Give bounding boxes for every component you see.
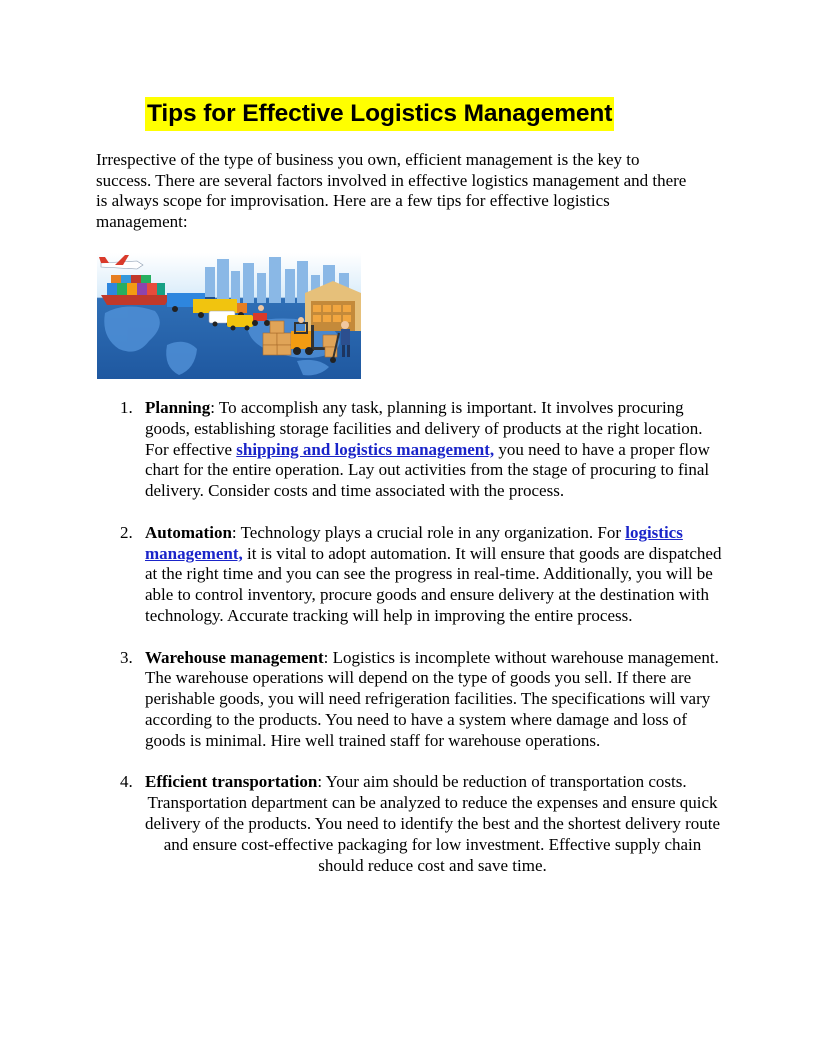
intro-paragraph: Irrespective of the type of business you own, efficient management is the key to success. There are several factors involved in effective logistics management and there is always scope for improvisation. Here are a few tips for effective logistics management: [96, 150, 687, 231]
tip-heading: Warehouse management [145, 647, 324, 667]
list-number: 2. [120, 522, 133, 542]
tip-heading: Planning [145, 398, 211, 417]
tip-heading: Efficient transportation [145, 772, 318, 792]
list-number: 1. [120, 398, 133, 417]
list-item [120, 523, 725, 627]
shipping-logistics-link[interactable]: shipping and logistics management, [236, 439, 495, 459]
tips-list [120, 398, 725, 897]
list-item [120, 648, 725, 752]
tip-text-centered: Transportation department can be analyzed to reduce the expenses and ensure quick delivery of the products. You need to identify the best and the shortest delivery route and ensure cost-effective packaging for low investment. Effective supply chain should reduce cost and save time. [144, 793, 721, 875]
tip-text: : Technology plays a crucial role in any organization. For [231, 522, 626, 542]
tip-text: you need to have a proper flow chart for the entire operation. Lay out activities from the stage of procuring to final delivery. Consider costs and time associated with the process. [145, 439, 710, 501]
logistics-illustration-graphic [97, 253, 361, 379]
tip-text: it is vital to adopt automation. It will ensure that goods are dispatched at the right time and you can see the progress in real-time. Additionally, you will be able to control inventory, procure goods and ensure delivery at the destination with technology. Accurate tracking will help in improving the entire process. [145, 543, 722, 625]
logistics-management-link[interactable]: logistics management, [145, 522, 683, 563]
tip-text: : Your aim should be reduction of transportation costs. [317, 772, 687, 792]
tip-text: : Logistics is incomplete without warehouse management. The warehouse operations will depend on the type of goods you sell. If there are perishable goods, you will need refrigeration facilities. The specifications will vary according to the products. You need to have a system where damage and loss of goods is minimal. Hire well trained staff for warehouse operations. [145, 647, 719, 750]
logistics-illustration [97, 253, 361, 379]
tip-text: : To accomplish any task, planning is important. It involves procuring goods, establishing storage facilities and delivery of products at the right location. For effective [145, 398, 703, 459]
list-number: 3. [120, 647, 133, 667]
list-item [120, 398, 725, 502]
page-title: Tips for Effective Logistics Management [145, 97, 614, 131]
tip-heading: Automation [145, 522, 232, 542]
list-number: 4. [120, 772, 133, 792]
list-item [120, 772, 725, 876]
